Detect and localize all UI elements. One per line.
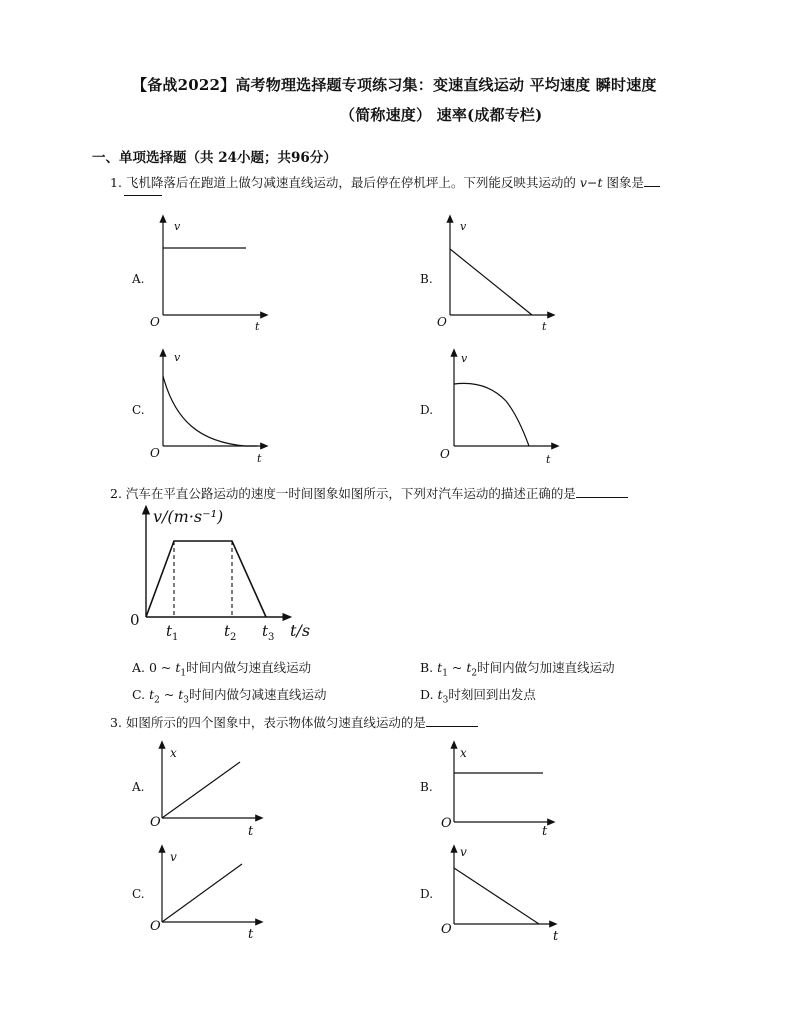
x-axis-label: t (248, 927, 254, 942)
graph-line (162, 762, 240, 818)
q1-graph-c (145, 346, 275, 468)
answer-blank-continuation[interactable] (124, 195, 162, 196)
origin-label: O (440, 447, 450, 461)
origin-label: O (150, 815, 161, 830)
x-axis-label: t (248, 824, 254, 839)
q2-option-c[interactable]: C. $t_2$ ~ $t_3$时间内做匀减速直线运动 (132, 687, 327, 706)
y-axis-label: v (461, 352, 468, 365)
origin-label: 0 (130, 611, 140, 629)
y-axis-label: v (174, 351, 181, 364)
q3-graph-c (148, 844, 268, 944)
graph-line (450, 249, 532, 315)
x-axis-label: t/s (290, 621, 311, 640)
page-title-line2: （简称速度） 速率(成都专栏) (340, 106, 543, 124)
q2-option-d[interactable]: D. $t_3$时刻回到出发点 (420, 687, 536, 706)
y-axis-label: x (460, 746, 467, 760)
q1-graph-b (432, 212, 562, 334)
q1-option-d-label: D. (420, 403, 434, 417)
question-1-vt: v−t (579, 175, 603, 190)
origin-label: O (150, 919, 161, 934)
q3-option-d-label: D. (420, 887, 434, 901)
y-axis-label: x (170, 746, 177, 760)
graph-line (454, 868, 539, 924)
question-1-stem-end: 图象是 (606, 175, 644, 190)
graph-line (162, 864, 242, 922)
t3-label: $t_3$ (262, 622, 275, 643)
answer-blank[interactable] (426, 713, 478, 727)
t2-label: $t_2$ (224, 622, 237, 643)
origin-label: O (150, 315, 160, 329)
q1-option-a-label: A. (132, 272, 145, 286)
origin-label: O (150, 446, 160, 460)
q1-graph-d (436, 346, 566, 468)
y-axis-label: v (174, 220, 181, 233)
x-axis-label: t (546, 453, 551, 466)
q2-option-b[interactable]: B. $t_1$ ~ $t_2$时间内做匀加速直线运动 (420, 660, 615, 679)
x-axis-label: t (257, 452, 262, 465)
question-1-stem: 飞机降落后在跑道上做匀减速直线运动，最后停在停机坪上。下列能反映其运动的 (125, 175, 576, 190)
q1-option-b-label: B. (420, 272, 433, 286)
answer-blank[interactable] (576, 484, 628, 498)
x-axis-label: t (542, 824, 548, 839)
q3-graph-b (440, 740, 560, 840)
origin-label: O (441, 816, 452, 831)
q3-option-b-label: B. (420, 780, 433, 794)
question-3-number: 3. (110, 715, 122, 730)
q2-option-a[interactable]: A. 0 ~ $t_1$时间内做匀速直线运动 (132, 660, 312, 679)
question-1-number: 1. (110, 175, 122, 190)
origin-label: O (437, 315, 447, 329)
question-3-text (110, 713, 478, 731)
y-axis-label: v (170, 850, 177, 864)
answer-blank[interactable] (644, 173, 660, 187)
page-title-line1: 【备战2022】高考物理选择题专项练习集：变速直线运动 平均速度 瞬时速度 (132, 76, 657, 94)
question-2-number: 2. (110, 486, 122, 501)
y-axis-label: v (460, 845, 467, 859)
q3-option-c-label: C. (132, 887, 145, 901)
question-2-stem: 汽车在平直公路运动的速度一时间图象如图所示，下列对汽车运动的描述正确的是 (125, 486, 576, 501)
x-axis-label: t (542, 320, 547, 333)
x-axis-label: t (255, 320, 260, 333)
y-axis-label: v/(m·s⁻¹) (153, 507, 224, 526)
graph-curve (454, 383, 529, 446)
q3-option-a-label: A. (132, 780, 145, 794)
q1-graph-a (145, 212, 275, 334)
x-axis-label: t (553, 929, 559, 944)
y-axis-label: v (460, 220, 467, 233)
q2-vt-chart (126, 503, 342, 645)
question-2-text (110, 484, 628, 502)
q1-option-c-label: C. (132, 403, 145, 417)
section-heading: 一、单项选择题（共 24小题；共96分） (92, 150, 337, 166)
graph-curve (163, 376, 257, 446)
origin-label: O (441, 922, 452, 937)
question-1-text (110, 173, 660, 191)
q3-graph-a (148, 740, 268, 840)
t1-label: $t_1$ (166, 622, 179, 643)
velocity-line (146, 541, 266, 617)
question-3-stem: 如图所示的四个图象中，表示物体做匀速直线运动的是 (125, 715, 426, 730)
q3-graph-d (440, 844, 560, 944)
